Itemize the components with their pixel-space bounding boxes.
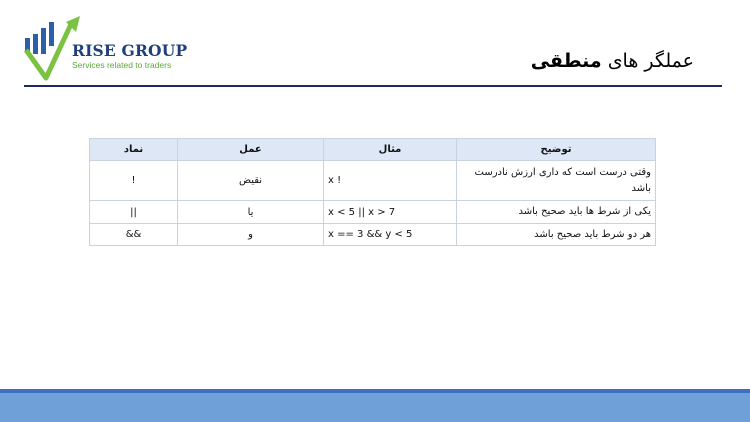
header-description: توضیح (457, 139, 656, 161)
cell-action: یا (178, 201, 324, 224)
table-row (90, 161, 656, 201)
footer-band (0, 393, 750, 422)
cell-example: x == 3 && y < 5 (324, 224, 457, 246)
table-header-row (90, 139, 656, 161)
table-row (90, 201, 656, 224)
cell-symbol: && (90, 224, 178, 246)
slide-title-bold: منطقی (530, 50, 602, 72)
slide-title-prefix: عملگر های (607, 50, 694, 72)
table-row (90, 224, 656, 246)
header-symbol: نماد (90, 139, 178, 161)
cell-symbol: || (90, 201, 178, 224)
header-action: عمل (178, 139, 324, 161)
logo-tagline: Services related to traders (72, 60, 172, 70)
cell-example: x < 5 || x > 7 (324, 201, 457, 224)
slide-title (531, 50, 694, 72)
cell-action: و (178, 224, 324, 246)
rise-group-logo (22, 14, 188, 82)
cell-symbol: ! (90, 161, 178, 201)
title-divider (24, 85, 722, 87)
cell-action: نقیض (178, 161, 324, 201)
cell-description: هر دو شرط باید صحیح باشد (457, 224, 656, 246)
cell-description: وقتی درست است که داری ارزش نادرست باشد (457, 161, 656, 201)
cell-example: x ! (324, 161, 457, 201)
logical-operators-table (89, 138, 656, 246)
cell-description: یکی از شرط ها باید صحیح باشد (457, 201, 656, 224)
logo-name: RISE GROUP (72, 41, 188, 60)
header-example: مثال (324, 139, 457, 161)
